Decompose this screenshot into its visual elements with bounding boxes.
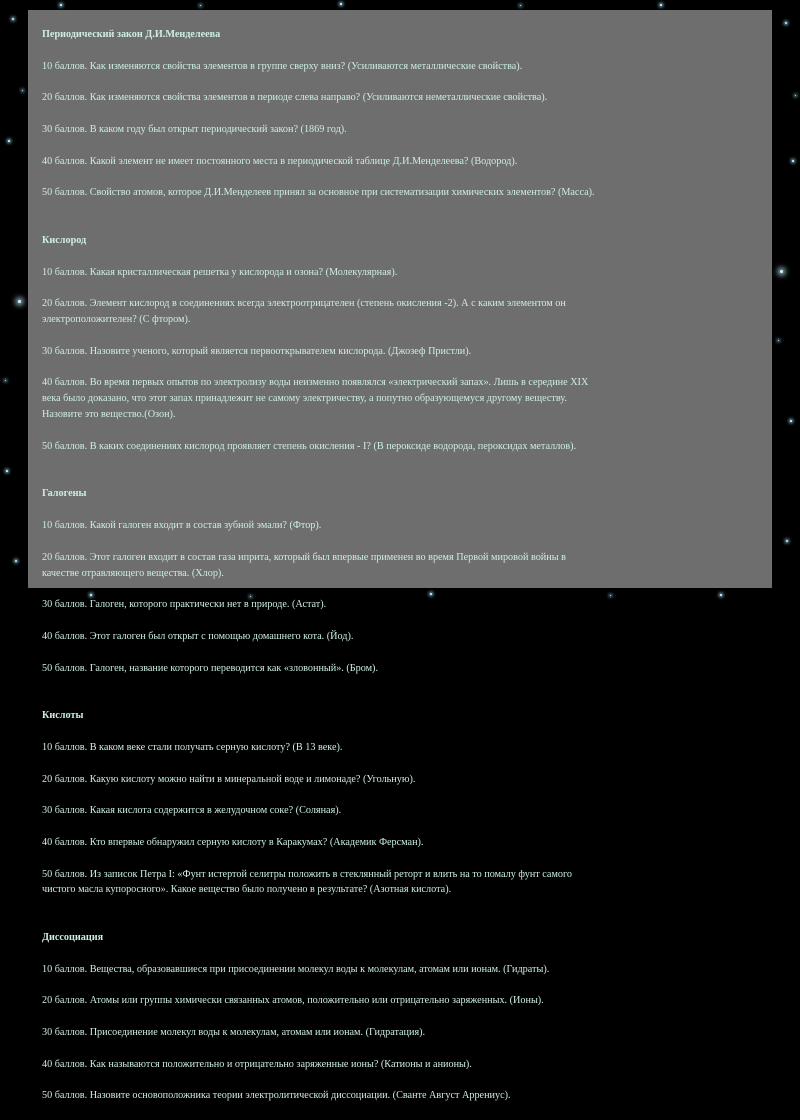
quiz-line: 20 баллов. Этот галоген входит в состав газа иприта, который был впервые применен во время Первой мировой войны в качестве отравляющего вещества. (Хлор). bbox=[42, 551, 566, 579]
quiz-line: 20 баллов. Как изменяются свойства элементов в периоде слева направо? (Усиливаются неметаллические свойства). bbox=[42, 92, 548, 104]
star bbox=[660, 4, 662, 6]
quiz-line: 30 баллов. Какая кислота содержится в желудочном соке? (Соляная). bbox=[42, 805, 342, 817]
quiz-line: 10 баллов. Какая кристаллическая решетка у кислорода и озона? (Молекулярная). bbox=[42, 266, 398, 278]
star bbox=[786, 540, 788, 542]
star bbox=[8, 140, 10, 142]
star bbox=[792, 160, 794, 162]
quiz-line: 40 баллов. Во время первых опытов по электролизу воды неизменно появлялся «электрический запах». Лишь в середине XIX века было доказано, что этот запах принадлежит не самому электричеству, а попутно образующемуся другому веществу. Назовите это вещество.(Озон). bbox=[42, 377, 589, 421]
star bbox=[340, 3, 342, 5]
quiz-line: 30 баллов. В каком году был открыт периодический закон? (1869 год). bbox=[42, 123, 347, 135]
quiz-line: 40 баллов. Кто впервые обнаружил серную кислоту в Каракумах? (Академик Ферсман). bbox=[42, 836, 424, 848]
quiz-line: 40 баллов. Этот галоген был открыт с помощью домашнего кота. (Йод). bbox=[42, 630, 354, 642]
star bbox=[6, 470, 8, 472]
quiz-text bbox=[42, 11, 770, 1120]
section-title: Диссоциация bbox=[42, 931, 104, 943]
star bbox=[785, 22, 787, 24]
star bbox=[790, 420, 792, 422]
section-title: Галогены bbox=[42, 488, 87, 500]
star bbox=[520, 5, 521, 6]
quiz-line: 20 баллов. Элемент кислород в соединениях всегда электроотрицателен (степень окисления -2). А с каким элементом он электроположителен? (С фтором). bbox=[42, 298, 566, 326]
quiz-line: 50 баллов. Галоген, название которого переводится как «зловонный». (Бром). bbox=[42, 662, 379, 674]
quiz-line: 20 баллов. Какую кислоту можно найти в минеральной воде и лимонаде? (Угольную). bbox=[42, 773, 416, 785]
quiz-line: 50 баллов. Из записок Петра I: «Фунт истертой селитры положить в стеклянный реторт и влить на то помалу фунт самого чистого масла купоросного». Какое вещество было получено в результате? (Азотная кислота). bbox=[42, 868, 572, 896]
section-title: Кислоты bbox=[42, 710, 84, 722]
section-title: Периодический закон Д.И.Менделеева bbox=[42, 28, 221, 40]
star bbox=[5, 380, 6, 381]
star bbox=[18, 300, 21, 303]
star bbox=[200, 5, 201, 6]
quiz-line: 30 баллов. Назовите ученого, который является первооткрывателем кислорода. (Джозеф Пристли). bbox=[42, 345, 472, 357]
quiz-line: 20 баллов. Атомы или группы химически связанных атомов, положительно или отрицательно заряженных. (Ионы). bbox=[42, 995, 544, 1007]
section-title: Кислород bbox=[42, 234, 87, 246]
quiz-line: 40 баллов. Как называются положительно и отрицательно заряженные ионы? (Катионы и анионы). bbox=[42, 1058, 472, 1070]
quiz-line: 10 баллов. В каком веке стали получать серную кислоту? (В 13 веке). bbox=[42, 741, 343, 753]
quiz-line: 10 баллов. Какой галоген входит в состав зубной эмали? (Фтор). bbox=[42, 520, 322, 531]
quiz-line: 40 баллов. Какой элемент не имеет постоянного места в периодической таблице Д.И.Менделеева? (Водород). bbox=[42, 155, 518, 167]
quiz-line: 30 баллов. Галоген, которого практически нет в природе. (Астат). bbox=[42, 599, 327, 611]
quiz-line: 50 баллов. Назовите основоположника теории электролитической диссоциации. (Сванте Август Аррениус). bbox=[42, 1090, 511, 1102]
star bbox=[15, 560, 17, 562]
star bbox=[12, 18, 14, 20]
quiz-line: 50 баллов. В каких соединениях кислород проявляет степень окисления - I? (В пероксиде водорода, пероксидах металлов). bbox=[42, 440, 577, 452]
star bbox=[22, 90, 23, 91]
quiz-line: 10 баллов. Как изменяются свойства элементов в группе сверху вниз? (Усиливаются металлические свойства). bbox=[42, 60, 523, 72]
star bbox=[795, 95, 796, 96]
quiz-line: 50 баллов. Свойство атомов, которое Д.И.Менделеев принял за основное при систематизации химических элементов? (Масса). bbox=[42, 187, 595, 199]
quiz-line: 10 баллов. Вещества, образовавшиеся при присоединении молекул воды к молекулам, атомам или ионам. (Гидраты). bbox=[42, 963, 550, 975]
star bbox=[60, 4, 62, 6]
star bbox=[778, 340, 779, 341]
quiz-line: 30 баллов. Присоединение молекул воды к молекулам, атомам или ионам. (Гидратация). bbox=[42, 1027, 426, 1038]
star bbox=[780, 270, 783, 273]
